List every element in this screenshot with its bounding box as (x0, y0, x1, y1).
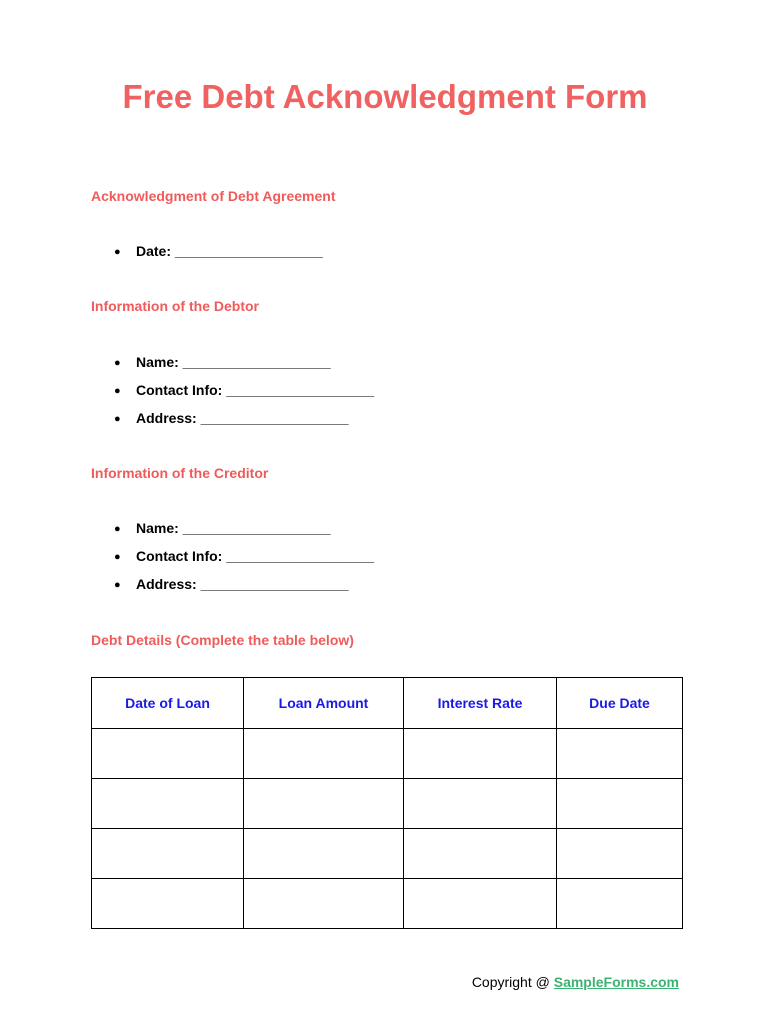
table-cell[interactable] (92, 829, 244, 879)
copyright-footer (472, 973, 679, 991)
field-label: Name: ___________________ (136, 354, 331, 370)
column-header-loan-amount: Loan Amount (244, 678, 404, 729)
table-cell[interactable] (244, 779, 404, 829)
bullet-icon: ● (114, 523, 121, 535)
table-cell[interactable] (404, 829, 557, 879)
field-label: Contact Info: ___________________ (136, 382, 375, 398)
field-label: Contact Info: ___________________ (136, 548, 375, 564)
table-cell[interactable] (557, 779, 683, 829)
table-cell[interactable] (404, 729, 557, 779)
table-row (92, 879, 683, 929)
bullet-icon: ● (114, 246, 121, 258)
table-row (92, 779, 683, 829)
section-heading-debt-details: Debt Details (Complete the table below) (91, 632, 354, 648)
table-cell[interactable] (244, 879, 404, 929)
table-cell[interactable] (404, 879, 557, 929)
field-date (114, 242, 323, 261)
debtor-field-address (114, 409, 349, 428)
copyright-text: Copyright @ (471, 974, 554, 990)
field-label: Date: ___________________ (136, 243, 323, 259)
table-header-row (92, 678, 683, 729)
column-header-date-of-loan: Date of Loan (92, 678, 244, 729)
table-cell[interactable] (244, 829, 404, 879)
page-title: Free Debt Acknowledgment Form (122, 78, 648, 115)
table-row (92, 729, 683, 779)
table-cell[interactable] (557, 829, 683, 879)
bullet-icon: ● (114, 579, 121, 591)
creditor-field-address (114, 575, 349, 594)
column-header-due-date: Due Date (557, 678, 683, 729)
section-heading-debtor: Information of the Debtor (91, 298, 259, 314)
site-link[interactable]: SampleForms.com (553, 974, 679, 990)
column-header-interest-rate: Interest Rate (404, 678, 557, 729)
section-heading-agreement: Acknowledgment of Debt Agreement (91, 188, 336, 204)
table-row (92, 829, 683, 879)
creditor-field-contact (114, 547, 374, 566)
table-cell[interactable] (92, 879, 244, 929)
bullet-icon: ● (114, 385, 121, 397)
table-cell[interactable] (92, 729, 244, 779)
creditor-field-name (114, 519, 331, 538)
bullet-icon: ● (114, 413, 121, 425)
debtor-field-name (114, 353, 331, 372)
debt-details-table (91, 677, 683, 929)
table-cell[interactable] (557, 879, 683, 929)
field-label: Address: ___________________ (136, 410, 349, 426)
debtor-field-contact (114, 381, 374, 400)
table-cell[interactable] (92, 779, 244, 829)
bullet-icon: ● (114, 357, 121, 369)
table-cell[interactable] (557, 729, 683, 779)
bullet-icon: ● (114, 551, 121, 563)
field-label: Address: ___________________ (136, 576, 349, 592)
field-label: Name: ___________________ (136, 520, 331, 536)
section-heading-creditor: Information of the Creditor (91, 465, 269, 481)
table-cell[interactable] (404, 779, 557, 829)
table-cell[interactable] (244, 729, 404, 779)
